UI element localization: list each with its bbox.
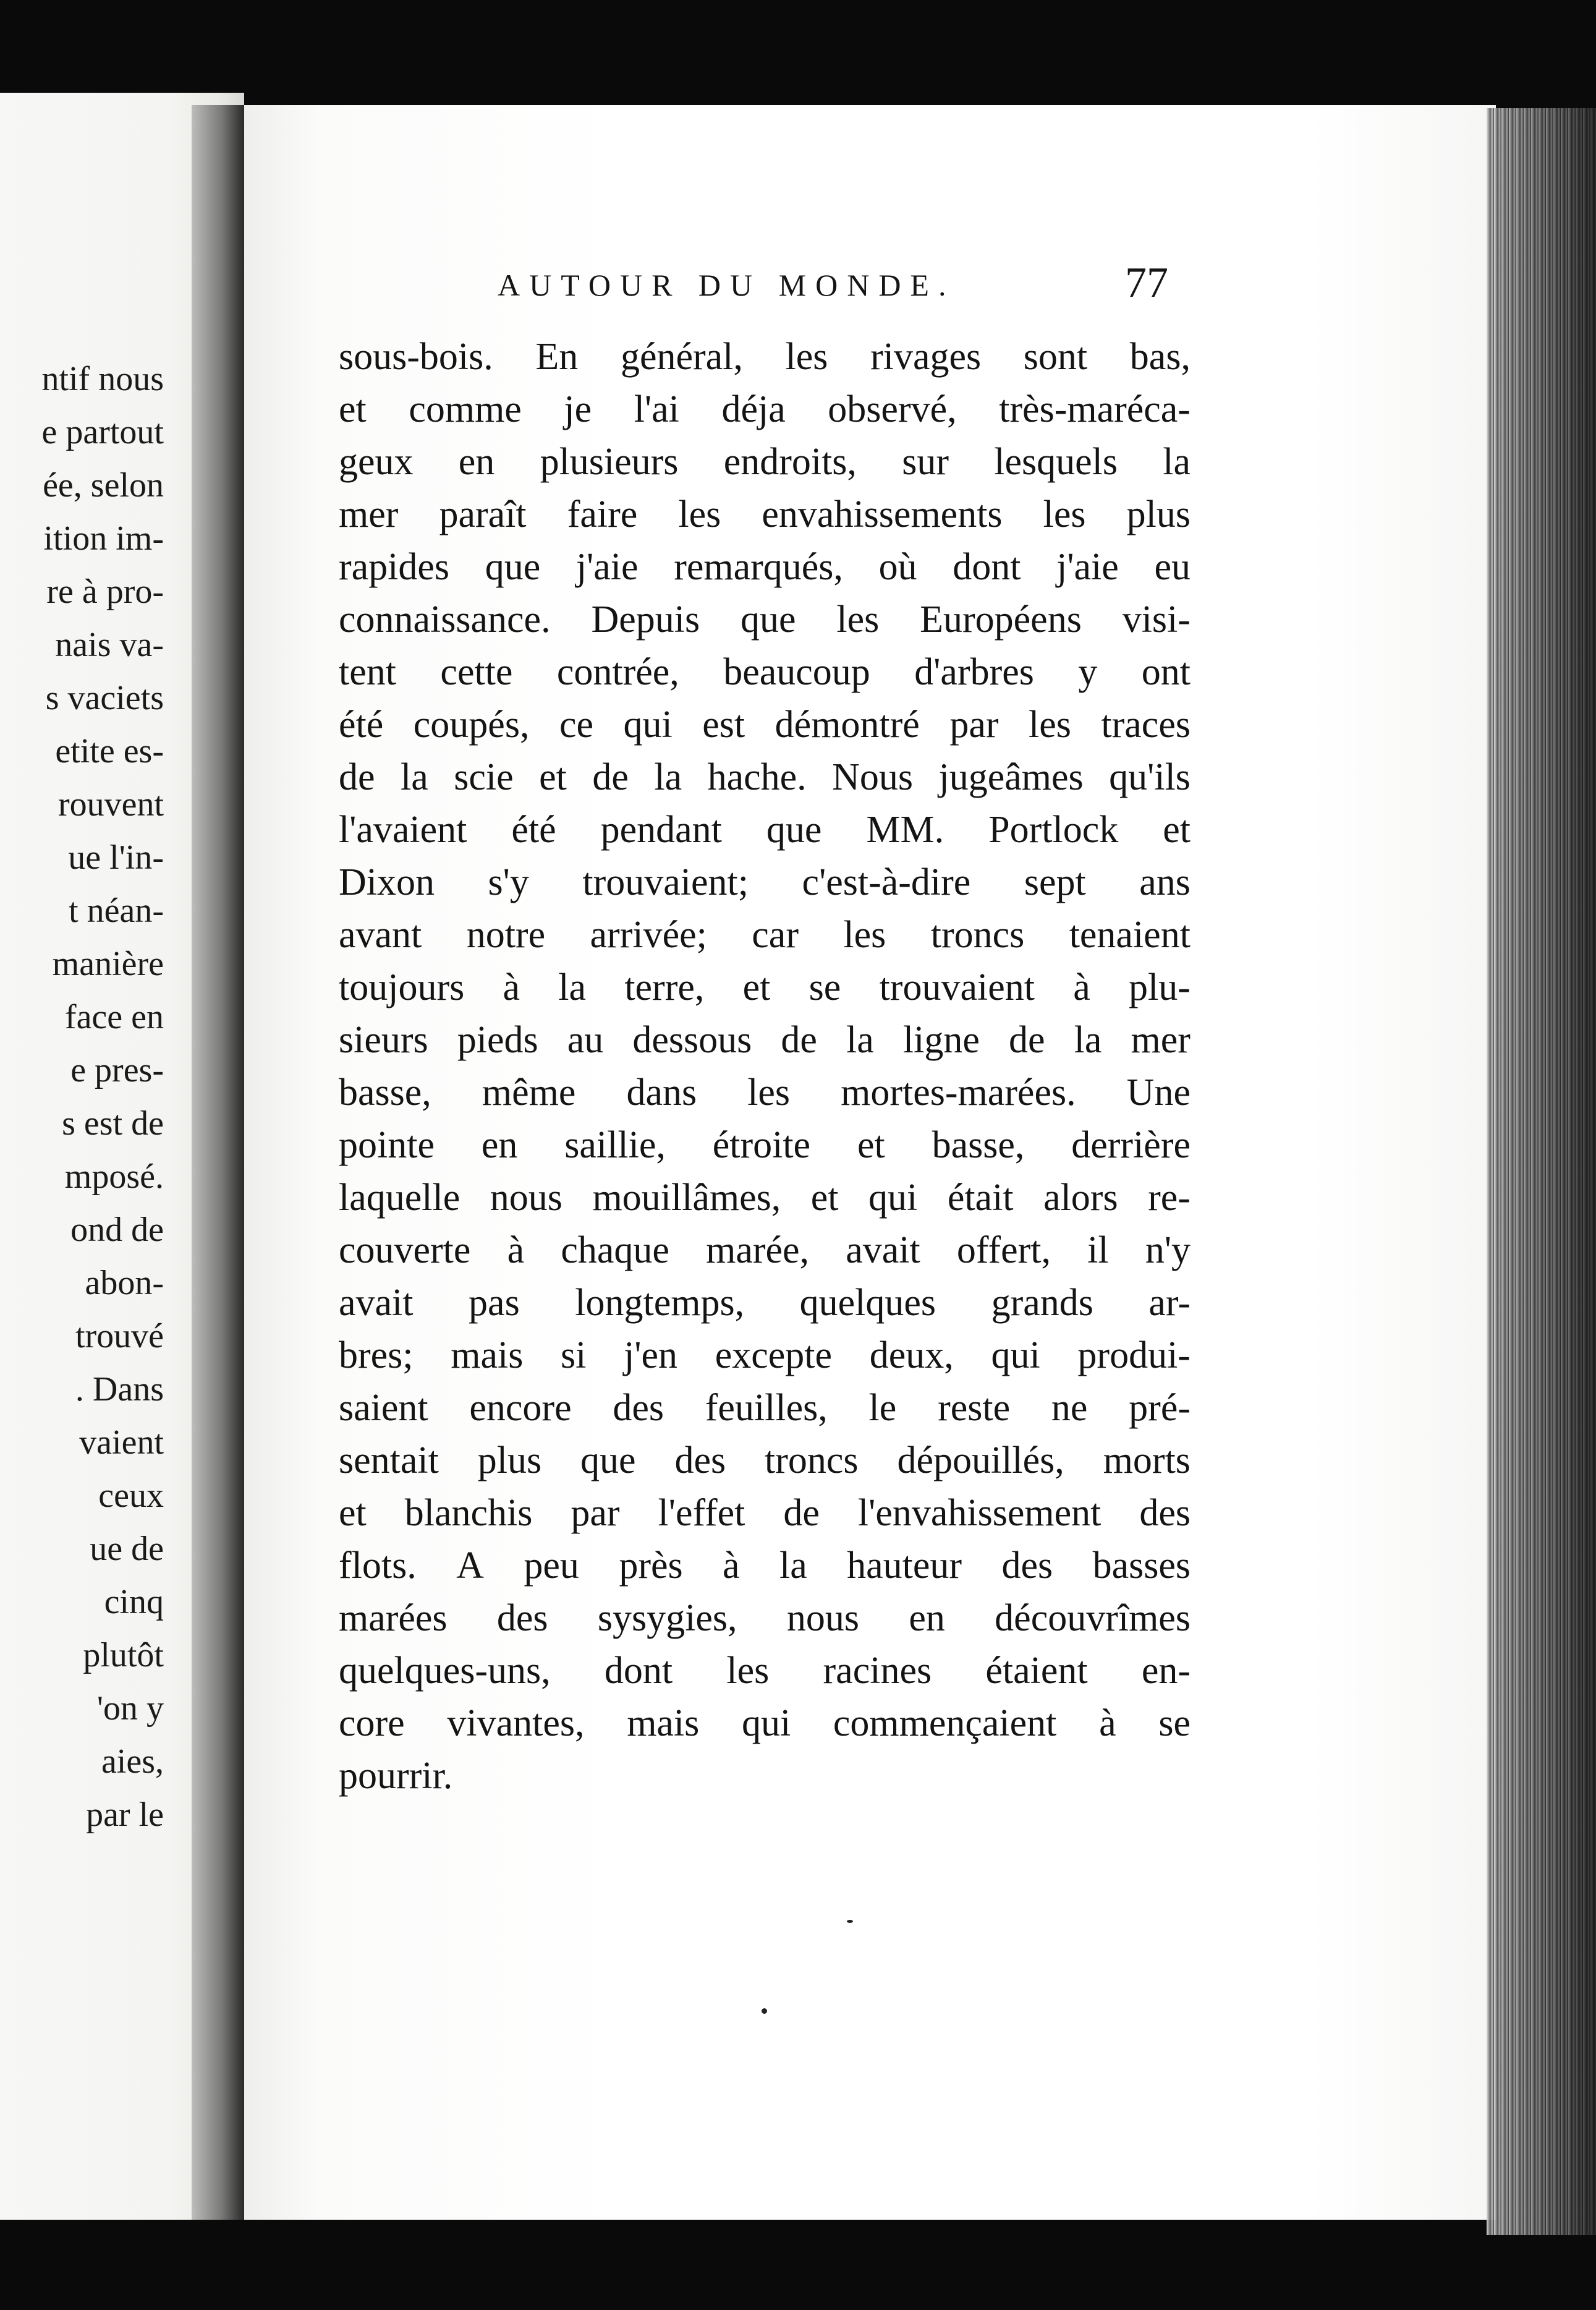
previous-page-line: mposé. [64,1157,164,1196]
page-number: 77 [1125,259,1168,307]
text-line: core vivantes, mais qui commençaient à se [339,1702,1191,1744]
text-line: connaissance. Depuis que les Européens visi- [339,599,1191,641]
previous-page-line: ond de [70,1211,164,1249]
previous-page-line: t néan- [69,892,164,930]
previous-page-line: ntif nous [41,360,164,398]
text-line: Dixon s'y trouvaient; c'est-à-dire sept ans [339,861,1191,903]
previous-page-line: trouvé [75,1317,164,1355]
text-line: quelques-uns, dont les racines étaient en- [339,1650,1191,1692]
text-line: basse, même dans les mortes-marées. Une [339,1072,1191,1114]
text-line: sieurs pieds au dessous de la ligne de la mer [339,1019,1191,1061]
text-line: été coupés, ce qui est démontré par les traces [339,704,1191,746]
previous-page-line: par le [86,1796,164,1834]
previous-page-line: ée, selon [43,466,164,505]
text-line: flots. A peu près à la hauteur des basses [339,1545,1191,1587]
text-line: laquelle nous mouillâmes, et qui était alors re- [339,1177,1191,1219]
previous-page-line: e pres- [70,1051,164,1089]
text-line: avait pas longtemps, quelques grands ar- [339,1282,1191,1324]
previous-page-line: etite es- [55,732,164,770]
text-line: mer paraît faire les envahissements les plus [339,493,1191,535]
previous-page-line: face en [64,998,164,1036]
previous-page-line: vaient [79,1423,164,1462]
text-line: bres; mais si j'en excepte deux, qui produi- [339,1334,1191,1376]
previous-page-line: nais va- [55,626,164,664]
ink-speck [762,2008,767,2014]
previous-page-line: cinq [104,1583,164,1621]
text-line: sentait plus que des troncs dépouillés, morts [339,1439,1191,1481]
page-fore-edge-shadow [1487,108,1596,2235]
previous-page-line: 'on y [96,1689,164,1728]
text-line: tent cette contrée, beaucoup d'arbres y ont [339,651,1191,693]
running-head: AUTOUR DU MONDE. [498,268,956,302]
text-line: toujours à la terre, et se trouvaient à plu- [339,966,1191,1008]
text-line: et blanchis par l'effet de l'envahissement des [339,1492,1191,1534]
text-line: avant notre arrivée; car les troncs tenaient [339,914,1191,956]
text-line: rapides que j'aie remarqués, où dont j'aie eu [339,546,1191,588]
text-line: pointe en saillie, étroite et basse, derrière [339,1124,1191,1166]
text-line: et comme je l'ai déja observé, très-maréca- [339,388,1191,430]
text-line: saient encore des feuilles, le reste ne pré- [339,1387,1191,1429]
previous-page-line: rouvent [57,785,164,824]
previous-page-line: ue l'in- [68,838,164,877]
previous-page-line: s vaciets [45,679,164,717]
ink-speck [847,1920,853,1923]
previous-page-line: ceux [98,1477,164,1515]
body-text [339,331,1191,1802]
previous-page-line: ue de [90,1530,164,1568]
previous-page-line: s est de [62,1104,164,1143]
previous-page-text [0,352,164,1841]
text-line: marées des sysygies, nous en découvrîmes [339,1597,1191,1639]
text-line: geux en plusieurs endroits, sur lesquels la [339,441,1191,483]
previous-page-line: . Dans [75,1370,164,1409]
previous-page-line: e partout [41,413,164,451]
text-line: de la scie et de la hache. Nous jugeâmes qu'ils [339,756,1191,798]
text-line: sous-bois. En général, les rivages sont bas, [339,336,1191,378]
previous-page-line: ition im- [43,519,164,558]
previous-page-line: plutôt [83,1636,164,1674]
previous-page-line: aies, [101,1742,164,1781]
previous-page-line: manière [52,945,164,983]
text-line: pourrir. [339,1755,453,1797]
previous-page-line: re à pro- [46,573,164,611]
text-line: l'avaient été pendant que MM. Portlock et [339,809,1191,851]
previous-page-line: abon- [85,1264,164,1302]
text-line: couverte à chaque marée, avait offert, il n'y [339,1229,1191,1271]
